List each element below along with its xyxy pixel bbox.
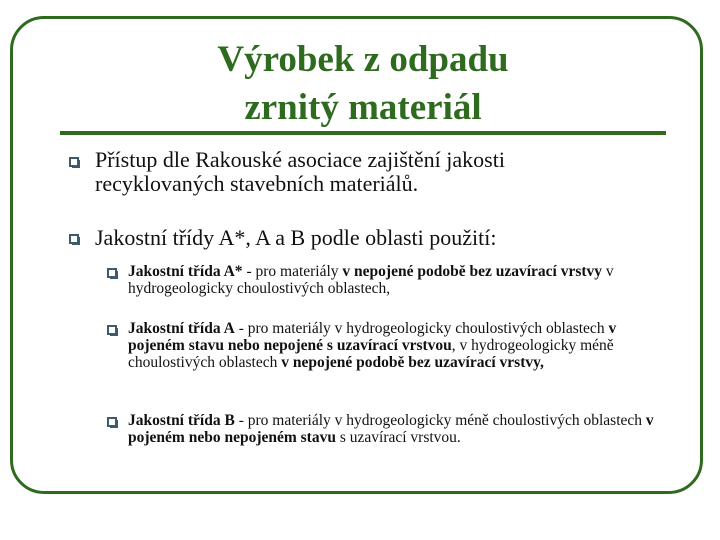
square-bullet-icon bbox=[107, 417, 117, 427]
title-line-1: Výrobek z odpadu bbox=[217, 39, 509, 80]
bullet-item-1-line-2: recyklovaných stavebních materiálů. bbox=[95, 171, 419, 196]
bullet-item-1-line-1: Přístup dle Rakouské asociace zajištění jakosti bbox=[95, 147, 505, 172]
square-bullet-icon bbox=[107, 325, 117, 335]
sub-item-3-text-b: s uzavírací vrstvou. bbox=[335, 429, 461, 446]
title-line-2: zrnitý materiál bbox=[244, 87, 482, 128]
sub-item-1-emphasis: v nepojené podobě bez uzavírací vrstvy bbox=[342, 263, 603, 280]
square-bullet-icon bbox=[69, 157, 79, 167]
square-bullet-icon bbox=[107, 268, 117, 278]
title-underline bbox=[60, 131, 666, 135]
sub-item-3 bbox=[128, 412, 673, 446]
sub-item-1-class: Jakostní třída A* bbox=[128, 263, 243, 280]
sub-item-2-text-b: , v hydrogeologicky méně choulostivých oblastech bbox=[128, 337, 614, 371]
sub-item-2-emphasis-b: v nepojené podobě bez uzavírací vrstvy, bbox=[281, 354, 544, 371]
sub-item-3-class: Jakostní třída B bbox=[128, 412, 235, 429]
sub-item-1-text-a: - pro materiály bbox=[242, 263, 343, 280]
bullet-item-1 bbox=[95, 148, 685, 196]
sub-item-2-class: Jakostní třída A bbox=[128, 320, 235, 337]
slide-title bbox=[60, 36, 666, 132]
bullet-item-2: Jakostní třídy A*, A a B podle oblasti použití: bbox=[95, 225, 497, 250]
sub-item-3-emphasis: v pojeném nebo nepojeném stavu bbox=[128, 412, 654, 446]
sub-item-1 bbox=[128, 263, 673, 297]
sub-item-2-text-a: - pro materiály v hydrogeologicky choulostivých oblastech bbox=[234, 320, 609, 337]
sub-item-1-text-b: v hydrogeologicky choulostivých oblastech, bbox=[128, 263, 614, 297]
sub-item-2-emphasis-a: v pojeném stavu nebo nepojené s uzavírací vrstvou bbox=[128, 320, 617, 354]
sub-item-3-text-a: - pro materiály v hydrogeologicky méně choulostivých oblastech bbox=[234, 412, 646, 429]
sub-item-2 bbox=[128, 320, 673, 371]
square-bullet-icon bbox=[69, 234, 79, 244]
